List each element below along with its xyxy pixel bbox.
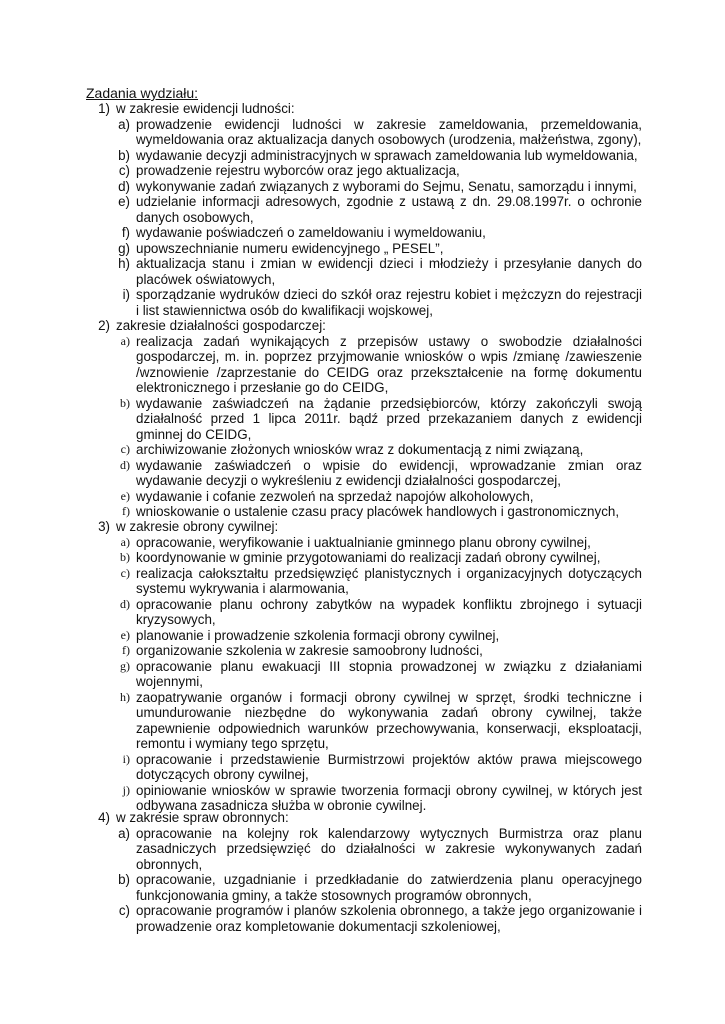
item-letter: e) [120, 627, 130, 642]
item-text: koordynowanie w gminie przygotowaniami do realizacji zadań obrony cywilnej, [136, 550, 601, 565]
item-letter: e) [118, 194, 130, 209]
list-item [86, 117, 646, 148]
item-letter: b) [118, 147, 130, 163]
item-letter: a) [120, 333, 130, 348]
list-item [86, 872, 646, 903]
item-letter: b) [120, 395, 130, 410]
list-item [86, 643, 646, 659]
item-text: prowadzenie rejestru wyborców oraz jego aktualizacja, [136, 163, 460, 178]
section-number: 3) [98, 519, 110, 534]
list-item [86, 550, 646, 566]
section-number: 4) [98, 810, 110, 825]
item-letter: j) [122, 782, 130, 797]
item-text: aktualizacja stanu i zmian w ewidencji dzieci i młodzieży i przesyłanie danych do placówek oświatowych, [136, 256, 642, 287]
item-text: sporządzanie wydruków dzieci do szkół oraz rejestru kobiet i mężczyzn do rejestracji i list stawiennictwa osób do kwalifikacji wojskowej, [136, 287, 642, 318]
list-item [86, 903, 646, 934]
item-letter: i) [122, 287, 130, 302]
section-heading [86, 810, 646, 826]
section-heading [86, 101, 646, 117]
section-number: 2) [98, 318, 110, 333]
list-item [86, 597, 646, 628]
item-text: wydawanie poświadczeń o zameldowaniu i wymeldowaniu, [136, 225, 486, 240]
item-text: opracowanie na kolejny rok kalendarzowy wytycznych Burmistrza oraz planu zasadniczych przedsięwzięć do działalności w zakresie wykonywanych zadań obronnych, [136, 825, 642, 872]
list-item [86, 241, 646, 257]
item-letter: b) [118, 872, 130, 887]
item-letter: c) [118, 903, 130, 918]
item-text: planowanie i prowadzenie szkolenia formacji obrony cywilnej, [136, 627, 500, 643]
list-item [86, 334, 646, 396]
section-business-activity [86, 318, 646, 520]
list-item [86, 504, 646, 520]
item-list [86, 535, 646, 814]
item-text: organizowanie szkolenia w zakresie samoobrony ludności, [136, 643, 483, 658]
item-letter: c) [120, 442, 130, 456]
item-letter: f) [122, 643, 130, 657]
list-item [86, 179, 646, 195]
list-item [86, 225, 646, 241]
item-text: realizacja zadań wynikających z przepisów ustawy o swobodzie działalności gospodarczej, m. in. poprzez przyjmowanie wniosków o wpis /zmianę /zawieszenie /wznowienie /zaprzestanie do CEIDG oraz przekształcenie na formę dokumentu elektronicznego i przesłanie go do CEIDG, [136, 333, 642, 395]
list-item [86, 826, 646, 873]
section-heading [86, 519, 646, 535]
item-text: wydawanie i cofanie zezwoleń na sprzedaż napojów alkoholowych, [136, 488, 534, 504]
item-text: wydawanie zaświadczeń na żądanie przedsiębiorców, którzy zakończyli swoją działalność przed 1 lipca 2011r. bądź przed przekazaniem danych z ewidencji gminnej do CEIDG, [136, 395, 642, 442]
list-item [86, 489, 646, 505]
item-text: opracowanie planu ewakuacji III stopnia prowadzonej w związku z działaniami wojennymi, [136, 658, 642, 689]
list-item [86, 752, 646, 783]
item-letter: e) [120, 488, 130, 503]
item-letter: c) [120, 565, 130, 580]
item-text: opiniowanie wniosków w sprawie tworzenia formacji obrony cywilnej, w których jest odbywana zasadnicza służba w obronie cywilnej. [136, 782, 642, 813]
list-item [86, 535, 646, 551]
item-letter: h) [120, 689, 130, 704]
item-list [86, 826, 646, 935]
list-item [86, 194, 646, 225]
section-population-records [86, 101, 646, 318]
item-letter: c) [118, 163, 130, 178]
list-item [86, 287, 646, 318]
item-text: archiwizowanie złożonych wniosków wraz z dokumentacją z nimi związaną, [136, 442, 584, 457]
page-title: Zadania wydziału: [86, 85, 199, 101]
section-title: zakresie działalności gospodarczej: [116, 318, 326, 333]
item-letter: d) [120, 457, 130, 472]
item-text: udzielanie informacji adresowych, zgodnie z ustawą z dn. 29.08.1997r. o ochronie danych osobowych, [136, 194, 642, 225]
item-letter: g) [120, 658, 130, 673]
section-title: w zakresie obrony cywilnej: [116, 519, 279, 534]
item-letter: b) [120, 550, 130, 564]
section-title: w zakresie ewidencji ludności: [116, 101, 295, 116]
item-letter: a) [120, 534, 130, 549]
item-letter: g) [118, 240, 130, 256]
list-item [86, 458, 646, 489]
item-text: realizacja całokształtu przedsięwzięć planistycznych i organizacyjnych dotyczących systemu wykrywania i alarmowania, [136, 565, 642, 596]
list-item [86, 396, 646, 443]
item-text: wykonywanie zadań związanych z wyborami do Sejmu, Senatu, samorządu i innymi, [136, 178, 637, 194]
item-letter: d) [118, 178, 130, 194]
item-text: opracowanie i przedstawienie Burmistrzowi projektów aktów prawa miejscowego dotyczących obrony cywilnej, [136, 751, 642, 782]
list-item [86, 148, 646, 164]
item-text: upowszechnianie numeru ewidencyjnego „ PESEL”, [136, 240, 444, 256]
section-heading [86, 318, 646, 334]
item-text: wnioskowanie o ustalenie czasu pracy placówek handlowych i gastronomicznych, [136, 504, 620, 519]
section-number: 1) [98, 101, 110, 116]
item-letter: a) [118, 116, 130, 132]
item-letter: f) [122, 504, 130, 518]
item-text: opracowanie, weryfikowanie i uaktualnianie gminnego planu obrony cywilnej, [136, 534, 591, 550]
item-text: wydawanie decyzji administracyjnych w sprawach zameldowania lub wymeldowania, [136, 147, 638, 163]
item-text: opracowanie, uzgadnianie i przedkładanie do zatwierdzenia planu operacyjnego funkcjonowania gminy, a także stosownych programów obronnych, [136, 872, 642, 903]
section-civil-defense [86, 519, 646, 814]
item-text: zaopatrywanie organów i formacji obrony cywilnej w sprzęt, środki techniczne i umundurowanie niezbędne do wykonywania zadań obrony cywilnej, także zapewnienie odpowiednich warunków przechowywania, konserwacji, eksploatacji, remontu i wymiany tego sprzętu, [136, 689, 642, 751]
section-title: w zakresie spraw obronnych: [116, 810, 289, 825]
item-letter: i) [122, 751, 130, 766]
list-item [86, 256, 646, 287]
item-list [86, 334, 646, 520]
item-letter: a) [118, 825, 130, 841]
section-defense-matters [86, 810, 646, 934]
item-text: opracowanie planu ochrony zabytków na wypadek konfliktu zbrojnego i sytuacji kryzysowych, [136, 596, 642, 627]
list-item [86, 783, 646, 814]
item-text: prowadzenie ewidencji ludności w zakresie zameldowania, przemeldowania, wymeldowania oraz aktualizacja danych osobowych (urodzenia, małżeństwa, zgony), [136, 116, 642, 147]
item-letter: h) [118, 256, 130, 271]
item-text: opracowanie programów i planów szkolenia obronnego, a także jego organizowanie i prowadzenie oraz kompletowanie dokumentacji szkoleniowej, [136, 903, 642, 934]
list-item [86, 566, 646, 597]
item-letter: f) [121, 225, 130, 240]
item-text: wydawanie zaświadczeń o wpisie do ewidencji, wprowadzanie zmian oraz wydawanie decyzji o wykreśleniu z ewidencji działalności gospodarczej, [136, 457, 642, 488]
list-item [86, 628, 646, 644]
item-list [86, 117, 646, 319]
list-item [86, 163, 646, 179]
list-item [86, 690, 646, 752]
item-letter: d) [120, 596, 130, 611]
list-item [86, 659, 646, 690]
list-item [86, 442, 646, 458]
